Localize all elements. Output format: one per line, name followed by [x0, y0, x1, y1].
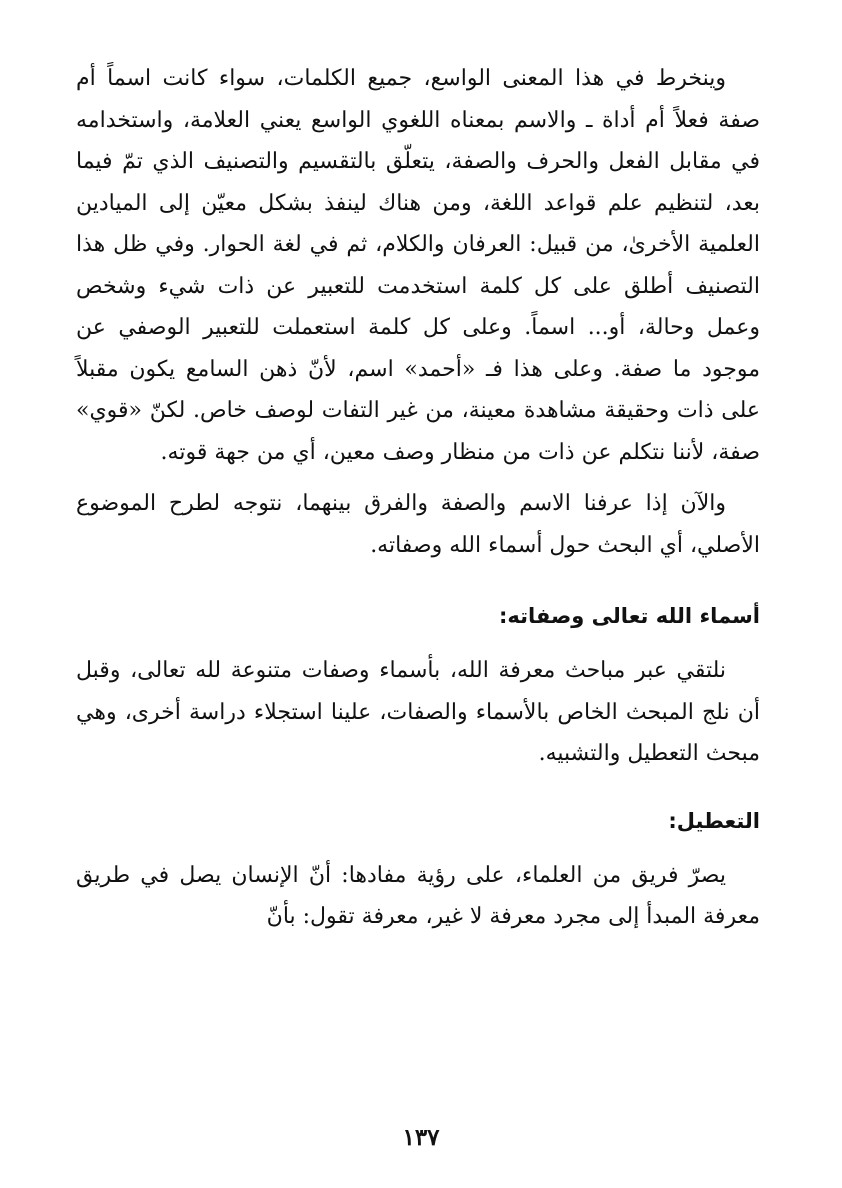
page-number: ١٣٧: [402, 1124, 440, 1151]
section-heading-divine-names: أسماء الله تعالى وصفاته:: [499, 604, 760, 628]
paragraph-names-and-attributes-definition: وينخرط في هذا المعنى الواسع، جميع الكلمات، سواء كانت اسماً أم صفة فعلاً أم أداة ـ والاسم بمعناه اللغوي الواسع يعني العلامة، واستخدامه في مقابل الفعل والحرف والصفة، يتعلّق بالتقسيم والتصنيف الذي تمّ فيما بعد، لتنظيم علم قواعد اللغة، ومن هناك لينفذ بشكل معيّن إلى الميادين العلمية الأخرىٰ، من قبيل: العرفان والكلام، ثم في لغة الحوار. وفي ظل هذا التصنيف أطلق على كل كلمة استخدمت للتعبير عن ذات شيء وشخص وعمل وحالة، أو... اسماً. وعلى كل كلمة استعملت للتعبير الوصفي عن موجود ما صفة. وعلى هذا فـ «أحمد» اسم، لأنّ ذهن السامع يكون مقبلاً على ذات وحقيقة مشاهدة معينة، من غير التفات لوصف خاص. لكنّ «قوي» صفة، لأننا نتكلم عن ذات من منظار وصف معين، أي من جهة قوته.: [76, 66, 760, 465]
paragraph-transition-to-divine-names: والآن إذا عرفنا الاسم والصفة والفرق بينهما، نتوجه لطرح الموضوع الأصلي، أي البحث حول أسماء الله وصفاته.: [76, 491, 760, 558]
section-heading-tatil: التعطيل:: [668, 808, 760, 833]
paragraph-divine-names-intro: نلتقي عبر مباحث معرفة الله، بأسماء وصفات متنوعة لله تعالى، وقبل أن نلج المبحث الخاص بالأسماء والصفات، علينا استجلاء دراسة أخرى، وهي مبحث التعطيل والتشبيه.: [76, 658, 760, 766]
paragraph-tatil-intro: يصرّ فريق من العلماء، على رؤية مفادها: أنّ الإنسان يصل في طريق معرفة المبدأ إلى مجرد معرفة لا غير، معرفة تقول: بأنّ: [76, 862, 760, 929]
page-body: [76, 58, 760, 938]
